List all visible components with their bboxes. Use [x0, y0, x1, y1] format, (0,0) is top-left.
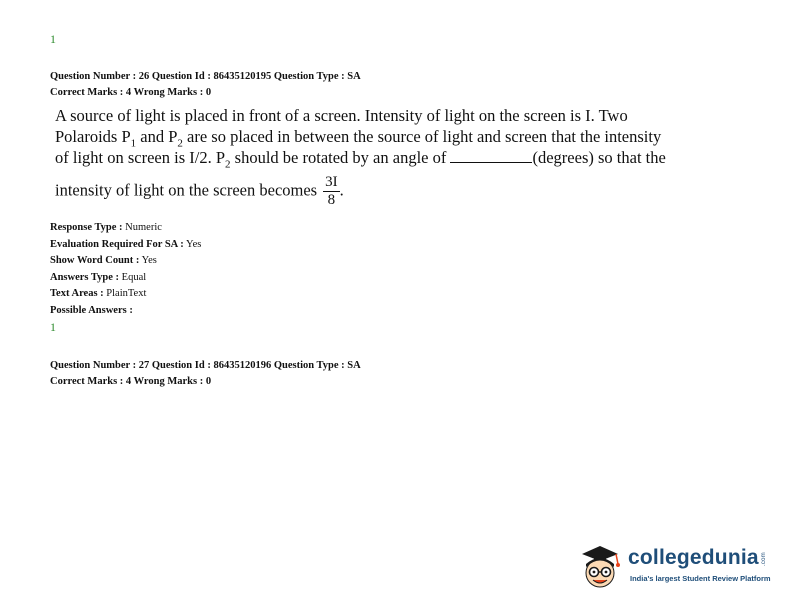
q26-line-2c: are so placed in between the source of light and screen that the intensity — [182, 127, 662, 146]
logo-suffix: .com — [760, 552, 767, 566]
q26-answer: 1 — [50, 320, 56, 334]
attr-response-type — [50, 220, 201, 237]
q27-marks: Correct Marks : 4 Wrong Marks : 0 — [50, 376, 212, 387]
attr-label: Text Areas : — [50, 288, 104, 299]
attr-evaluation-required — [50, 237, 201, 254]
q26-marks: Correct Marks : 4 Wrong Marks : 0 — [50, 87, 212, 98]
attr-value: Numeric — [122, 222, 162, 233]
q26-line-2a: Polaroids P — [55, 127, 131, 146]
attr-value: Yes — [139, 255, 157, 266]
attr-value: Equal — [119, 271, 147, 283]
attr-label: Response Type : — [50, 222, 123, 233]
fraction-numerator: 3I — [325, 174, 338, 190]
fraction — [323, 174, 340, 209]
page-number: 1 — [50, 32, 56, 46]
attr-label: Possible Answers : — [50, 304, 133, 316]
q26-line-2b: and P — [136, 127, 178, 146]
attr-show-word-count — [50, 253, 201, 270]
attr-label: Answers Type : — [50, 271, 120, 283]
attr-label: Show Word Count : — [50, 255, 140, 266]
attr-possible-answers — [50, 303, 201, 320]
fraction-denominator: 8 — [327, 192, 336, 208]
p1-subscript: 1 — [130, 137, 137, 150]
q26-attributes — [50, 220, 201, 319]
q26-line-3c: (degrees) so that the — [532, 148, 666, 167]
q26-line-3a: of light on screen is I/2. P — [55, 148, 226, 167]
collegedunia-logo — [574, 540, 784, 594]
logo-name: collegedunia — [628, 546, 759, 569]
attr-value: PlainText — [103, 288, 147, 299]
attr-text-areas — [50, 286, 201, 303]
q26-header: Question Number : 26 Question Id : 86435120195 Question Type : SA — [50, 71, 361, 82]
attr-label: Evaluation Required For SA : — [50, 238, 184, 250]
mascot-icon — [574, 540, 626, 592]
attr-value: Yes — [183, 238, 202, 250]
q26-line-4 — [55, 174, 344, 209]
q26-line-3b: should be rotated by an angle of — [230, 148, 451, 167]
q26-line-4-text: intensity of light on the screen becomes — [55, 180, 318, 200]
attr-answers-type — [50, 270, 201, 287]
q26-line-4-end: . — [339, 180, 344, 200]
q26-line-1: A source of light is placed in front of a screen. Intensity of light on the screen is I. Two — [55, 106, 628, 125]
answer-blank — [450, 150, 532, 163]
q26-line-3 — [55, 147, 666, 175]
p2-subscript-2: 2 — [225, 158, 231, 171]
p2-subscript: 2 — [177, 137, 183, 150]
q27-header: Question Number : 27 Question Id : 86435120196 Question Type : SA — [50, 360, 361, 371]
logo-tagline: India's largest Student Review Platform — [630, 574, 771, 583]
